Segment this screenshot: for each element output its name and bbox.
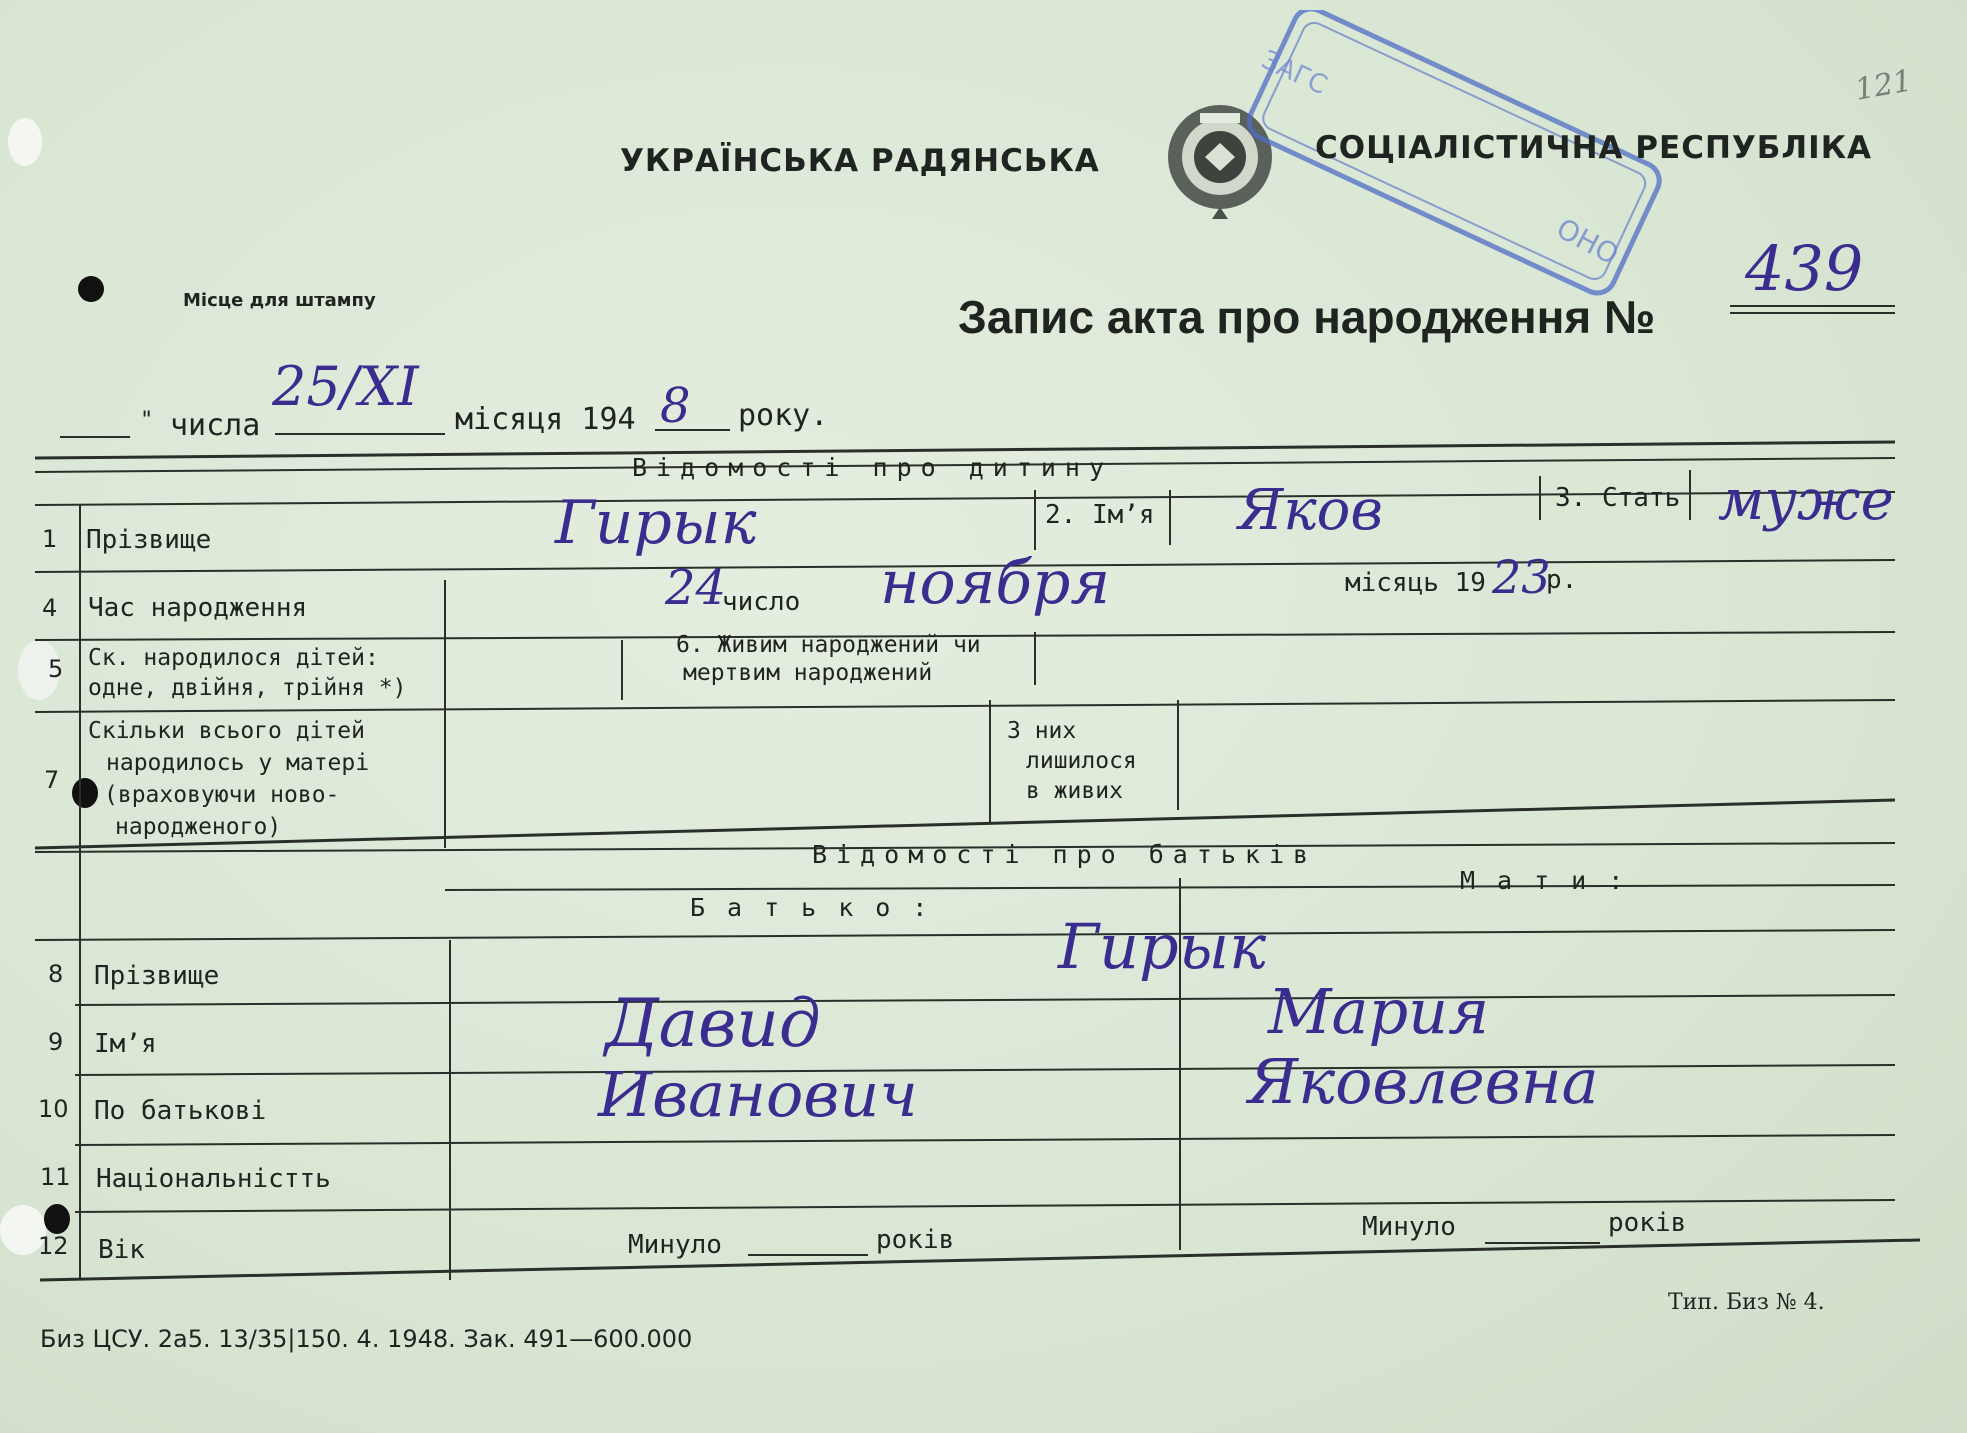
child-name-label: 2. Ім’я: [1045, 500, 1155, 530]
mother-age-prefix: Минуло: [1362, 1212, 1456, 1242]
birth-year-suffix: р.: [1546, 565, 1578, 595]
mother-name-value: Мария: [1268, 975, 1490, 1048]
father-age-suffix: років: [876, 1225, 955, 1255]
republic-name-right: СОЦІАЛІСТИЧНА РЕСПУБЛІКА: [1315, 130, 1873, 166]
row-number-10: 10: [38, 1095, 69, 1123]
stamp-place-label: Місце для штампу: [183, 290, 376, 311]
row-number-8: 8: [48, 960, 64, 988]
record-number: 439: [1745, 232, 1864, 305]
father-heading: Батько:: [690, 893, 950, 922]
parent-name-label: Ім’я: [94, 1029, 157, 1059]
parent-surname-label: Прізвище: [94, 961, 220, 991]
row-number-4: 4: [42, 594, 58, 622]
survived-label-1: З них: [1007, 718, 1077, 744]
parent-patronymic-label: По батькові: [94, 1096, 267, 1126]
footer-typography: Тип. Биз № 4.: [1668, 1290, 1825, 1315]
birth-month-value: ноября: [880, 548, 1111, 618]
live-born-label-2: мертвим народжений: [683, 660, 933, 686]
birth-time-label: Час народження: [88, 593, 308, 623]
survived-label-3: в живих: [1026, 778, 1123, 804]
birth-month-label: місяць 19: [1345, 568, 1486, 598]
registration-day-value: 25/XI: [272, 355, 419, 418]
birth-year-value: 23: [1492, 550, 1551, 604]
date-quote-mark: ": [140, 408, 154, 433]
row-number-5: 5: [48, 655, 64, 683]
birth-day-label: число: [722, 587, 801, 617]
mother-age-suffix: років: [1608, 1208, 1687, 1238]
nationality-label: Національністть: [96, 1164, 331, 1194]
birth-day-value: 24: [665, 560, 727, 616]
row-number-7: 7: [44, 766, 60, 794]
year-suffix: року.: [738, 398, 829, 433]
mother-patronymic-value: Яковлевна: [1248, 1045, 1599, 1118]
child-section-heading: Відомості про дитину: [632, 453, 1114, 482]
stamp-text-bottom: ОНО: [1551, 211, 1625, 272]
father-name-value: Давид: [605, 985, 821, 1062]
footer-print-info: Биз ЦСУ. 2а5. 13/35|150. 4. 1948. Зак. 491—600.000: [40, 1325, 693, 1353]
month-label: місяця 194: [455, 402, 636, 437]
age-label: Вік: [98, 1235, 145, 1265]
form-title: Запис акта про народження №: [958, 291, 1656, 343]
total-children-label-4: народженого): [115, 814, 282, 840]
day-label: числа: [170, 408, 261, 443]
total-children-label-2: народилось у матері: [106, 750, 370, 776]
total-children-label-3: (враховуючи ново-: [104, 782, 340, 808]
parent-surname-value: Гирык: [1058, 910, 1267, 983]
live-born-label-1: 6. Живим народжений чи: [676, 632, 981, 658]
registration-year-digit: 8: [660, 378, 691, 434]
corner-mark: 121: [1852, 63, 1915, 108]
parents-section-heading: Відомості про батьків: [812, 840, 1318, 869]
child-sex-value: муже: [1718, 468, 1894, 533]
father-age-prefix: Минуло: [628, 1230, 722, 1260]
children-count-label-1: Ск. народилося дітей:: [88, 645, 379, 671]
total-children-label-1: Скільки всього дітей: [88, 718, 365, 744]
child-surname-label: Прізвище: [86, 525, 212, 555]
republic-name-left: УКРАЇНСЬКА РАДЯНСЬКА: [620, 143, 1100, 179]
child-sex-label: 3. Стать: [1555, 483, 1681, 513]
row-number-1: 1: [42, 525, 58, 553]
row-number-11: 11: [40, 1163, 71, 1191]
father-patronymic-value: Иванович: [598, 1058, 918, 1131]
row-number-12: 12: [38, 1232, 69, 1260]
survived-label-2: лишилося: [1026, 748, 1137, 774]
children-count-label-2: одне, двійня, трійня *): [88, 675, 407, 701]
mother-heading: Мати:: [1460, 866, 1646, 895]
child-name-value: Яков: [1238, 478, 1383, 543]
row-number-9: 9: [48, 1028, 64, 1056]
child-surname-value: Гирык: [555, 488, 757, 558]
stamp-text-top: ЗАГС: [1256, 44, 1332, 102]
